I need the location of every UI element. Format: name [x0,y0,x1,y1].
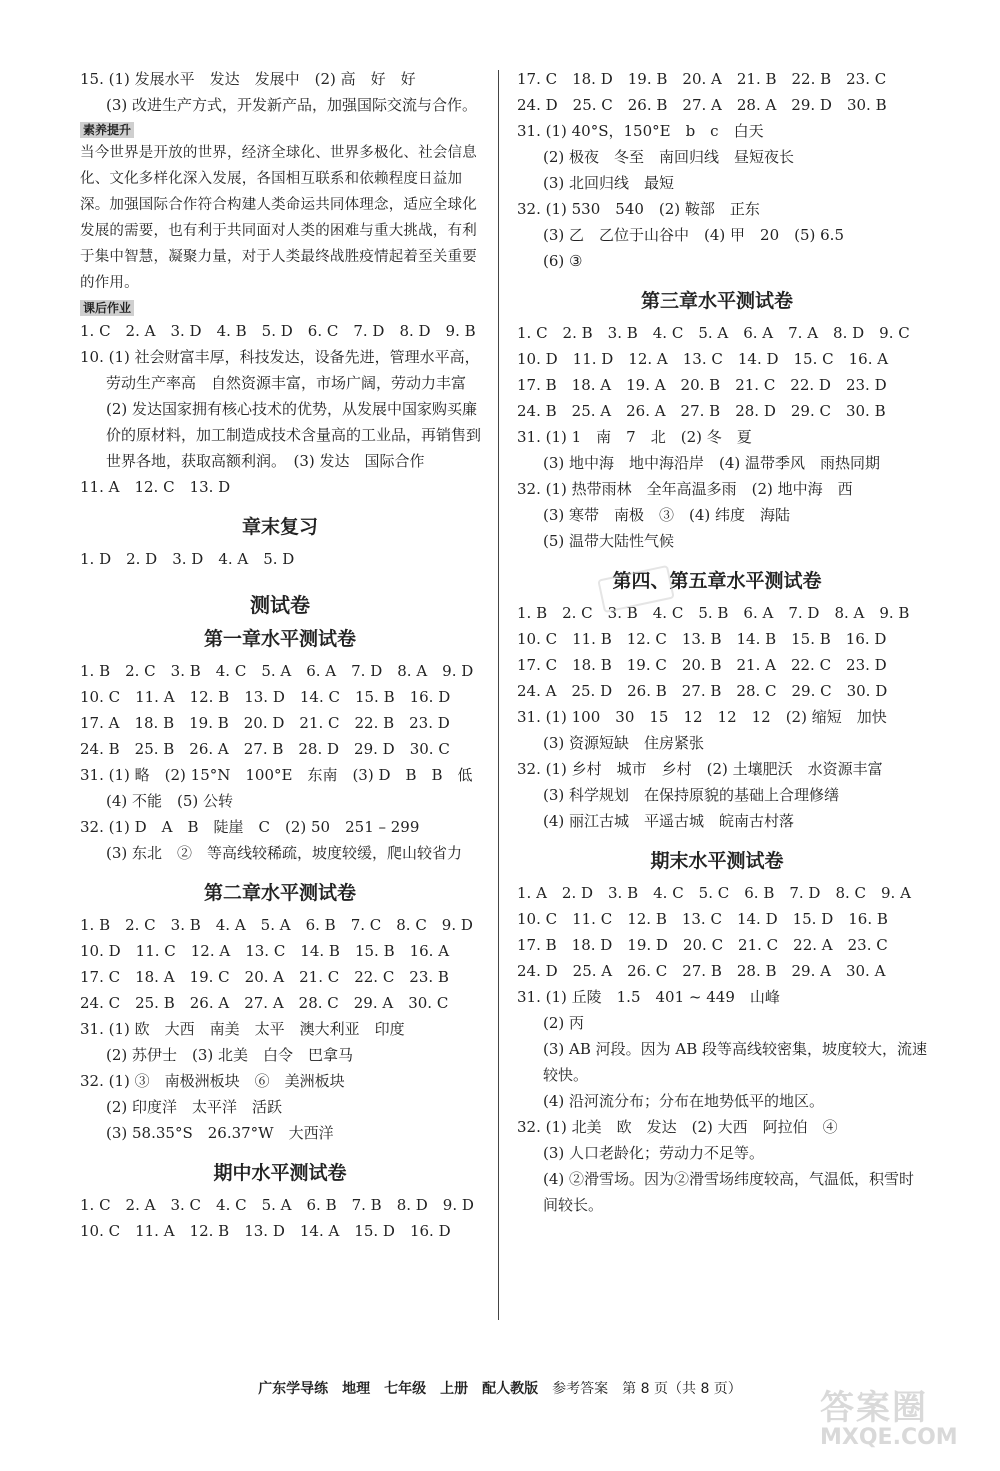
section-heading: 章末复习 [241,516,318,538]
answer-line: 1. A 2. D 3. B 4. C 5. C 6. B 7. D 8. C 9. A [517,884,911,902]
answer-line: 较快。 [543,1066,589,1084]
answer-line: 31. (1) 1 南 7 北 (2) 冬 夏 [517,428,752,446]
answer-line: 1. C 2. B 3. B 4. C 5. A 6. A 7. A 8. D 9. C [517,324,910,342]
answer-line: (2) 苏伊士 (3) 北美 白令 巴拿马 [106,1046,354,1064]
answer-line: 24. A 25. D 26. B 27. B 28. C 29. C 30. D [517,682,888,700]
answer-line: 10. C 11. A 12. B 13. D 14. C 15. B 16. D [80,688,451,706]
section-heading: 期末水平测试卷 [650,850,784,872]
answer-line: (3) 乙 乙位于山谷中 (4) 甲 20 (5) 6.5 [543,226,844,244]
answer-line: 世界各地，获取高额利润。 (3) 发达 国际合作 [106,452,425,470]
answer-line: 32. (1) 乡村 城市 乡村 (2) 土壤肥沃 水资源丰富 [517,760,883,778]
watermark [820,1380,990,1470]
answer-line: (3) 资源短缺 住房紧张 [543,734,705,752]
section-heading: 第四、第五章水平测试卷 [612,570,822,592]
answer-line: (3) 科学规划 在保持原貌的基础上合理修缮 [543,786,840,804]
answer-line: (2) 印度洋 太平洋 活跃 [106,1098,283,1116]
answer-line: (4) 不能 (5) 公转 [106,792,234,810]
answer-line: (3) 人口老龄化；劳动力不足等。 [543,1144,765,1162]
answer-line: (5) 温带大陆性气候 [543,532,675,550]
answer-line: 17. C 18. D 19. B 20. A 21. B 22. B 23. C [517,70,887,88]
section-tag: 素养提升 [80,122,134,138]
answer-line: 31. (1) 100 30 15 12 12 12 (2) 缩短 加快 [517,708,887,726]
answer-line: 24. D 25. C 26. B 27. A 28. A 29. D 30. B [517,96,887,114]
answer-line: 10. (1) 社会财富丰厚，科技发达，设备先进，管理水平高， [80,348,480,366]
section-heading: 第二章水平测试卷 [203,882,356,904]
answer-line: 31. (1) 略 (2) 15°N 100°E 东南 (3) D B B 低 [80,766,473,784]
answer-line: 10. D 11. D 12. A 13. C 14. D 15. C 16. A [517,350,889,368]
section-heading: 期中水平测试卷 [213,1162,347,1184]
answer-line: 1. B 2. C 3. B 4. C 5. B 6. A 7. D 8. A 9. B [517,604,910,622]
answer-line: 1. C 2. A 3. C 4. C 5. A 6. B 7. B 8. D 9. D [80,1196,474,1214]
footer-page-info: 参考答案 第 8 页（共 8 页） [538,1381,742,1397]
answer-line: 24. D 25. A 26. C 27. B 28. B 29. A 30. A [517,962,886,980]
answer-line: (6) ③ [543,252,583,270]
answer-line: 15. (1) 发展水平 发达 发展中 (2) 高 好 好 [80,70,416,88]
answer-line: 1. D 2. D 3. D 4. A 5. D [80,550,295,568]
section-tag: 课后作业 [80,300,134,316]
answer-line: 24. B 25. B 26. A 27. B 28. D 29. D 30. C [80,740,450,758]
answer-line: 17. B 18. D 19. D 20. C 21. C 22. A 23. C [517,936,888,954]
answer-line: 24. C 25. B 26. A 27. A 28. C 29. A 30. C [80,994,449,1012]
answer-line: (3) 58.35°S 26.37°W 大西洋 [106,1124,334,1142]
answer-line: 31. (1) 欧 大西 南美 太平 澳大利亚 印度 [80,1020,405,1038]
answer-line: 32. (1) ③ 南极洲板块 ⑥ 美洲板块 [80,1072,345,1090]
answer-line: (3) AB 河段。因为 AB 段等高线较密集，坡度较大，流速 [543,1040,928,1058]
answer-line: 17. C 18. B 19. C 20. B 21. A 22. C 23. D [517,656,887,674]
answer-line: (3) 寒带 南极 ③ (4) 纬度 海陆 [543,506,791,524]
answer-line: 24. B 25. A 26. A 27. B 28. D 29. C 30. B [517,402,886,420]
section-heading: 第三章水平测试卷 [640,290,793,312]
answer-line: 1. C 2. A 3. D 4. B 5. D 6. C 7. D 8. D 9. B [80,322,476,340]
answer-line: (4) 沿河流分布；分布在地势低平的地区。 [543,1092,825,1110]
answer-line: 劳动生产率高 自然资源丰富，市场广阔，劳动力丰富 [106,374,467,392]
answer-line: (4) 丽江古城 平遥古城 皖南古村落 [543,812,795,830]
answer-line: (3) 地中海 地中海沿岸 (4) 温带季风 雨热同期 [543,454,881,472]
section-heading: 测试卷 [250,593,310,617]
left-column [80,66,480,1244]
answer-line: (2) 发达国家拥有核心技术的优势，从发展中国家购买廉 [106,400,478,418]
answer-line: 17. C 18. A 19. C 20. A 21. C 22. C 23. B [80,968,449,986]
answer-line: 31. (1) 丘陵 1.5 401 ~ 449 山峰 [517,988,780,1006]
answer-line: (3) 北回归线 最短 [543,174,675,192]
answer-line: 10. C 11. C 12. B 13. C 14. D 15. D 16. B [517,910,888,928]
answer-line: 价的原材料，加工制造成技术含量高的工业品，再销售到 [106,426,482,444]
answer-line: 10. D 11. C 12. A 13. C 14. B 15. B 16. A [80,942,450,960]
answer-line: 32. (1) 热带雨林 全年高温多雨 (2) 地中海 西 [517,480,853,498]
watermark-logo: 答案圈 [820,1388,928,1428]
answer-line: 1. B 2. C 3. B 4. A 5. A 6. B 7. C 8. C 9. D [80,916,473,934]
answer-line: 17. A 18. B 19. B 20. D 21. C 22. B 23. D [80,714,450,732]
answer-line: (2) 丙 [543,1014,585,1032]
right-column [517,66,928,1218]
answer-line: (4) ②滑雪场。因为②滑雪场纬度较高，气温低，积雪时 [543,1170,915,1188]
footer-book-title: 广东学导练 地理 七年级 上册 配人教版 [258,1381,539,1397]
answer-line: 1. B 2. C 3. B 4. C 5. A 6. A 7. D 8. A 9. D [80,662,474,680]
section-heading: 第一章水平测试卷 [203,628,356,650]
answer-line: 10. C 11. B 12. C 13. B 14. B 15. B 16. D [517,630,887,648]
answer-line: (2) 极夜 冬至 南回归线 昼短夜长 [543,148,795,166]
answer-line: 10. C 11. A 12. B 13. D 14. A 15. D 16. D [80,1222,451,1240]
answer-line: 32. (1) D A B 陡崖 C (2) 50 251 – 299 [80,818,420,836]
answer-line: (3) 改进生产方式，开发新产品，加强国际交流与合作。 [106,96,478,114]
answer-line: 32. (1) 530 540 (2) 鞍部 正东 [517,200,760,218]
answer-line: 11. A 12. C 13. D [80,478,231,496]
answer-line: 32. (1) 北美 欧 发达 (2) 大西 阿拉伯 ④ [517,1118,838,1136]
paragraph: 当今世界是开放的世界，经济全球化、世界多极化、社会信息化、文化多样化深入发展，各国相互联系和依赖程度日益加深。加强国际合作符合构建人类命运共同体理念，适应全球化发展的需要，也有利于共同面对人类的困难与重大挑战，有利于集中智慧，凝聚力量，对于人类最终战胜疫情起着至关重要的作用。 [80,145,477,291]
answer-line: 间较长。 [543,1196,604,1214]
answer-line: (3) 东北 ② 等高线较稀疏，坡度较缓，爬山较省力 [106,844,463,862]
answer-line: 31. (1) 40°S，150°E b c 白天 [517,122,764,140]
column-divider [498,70,499,1320]
answer-line: 17. B 18. A 19. A 20. B 21. C 22. D 23. D [517,376,887,394]
watermark-url: MXQE.COM [820,1425,958,1450]
